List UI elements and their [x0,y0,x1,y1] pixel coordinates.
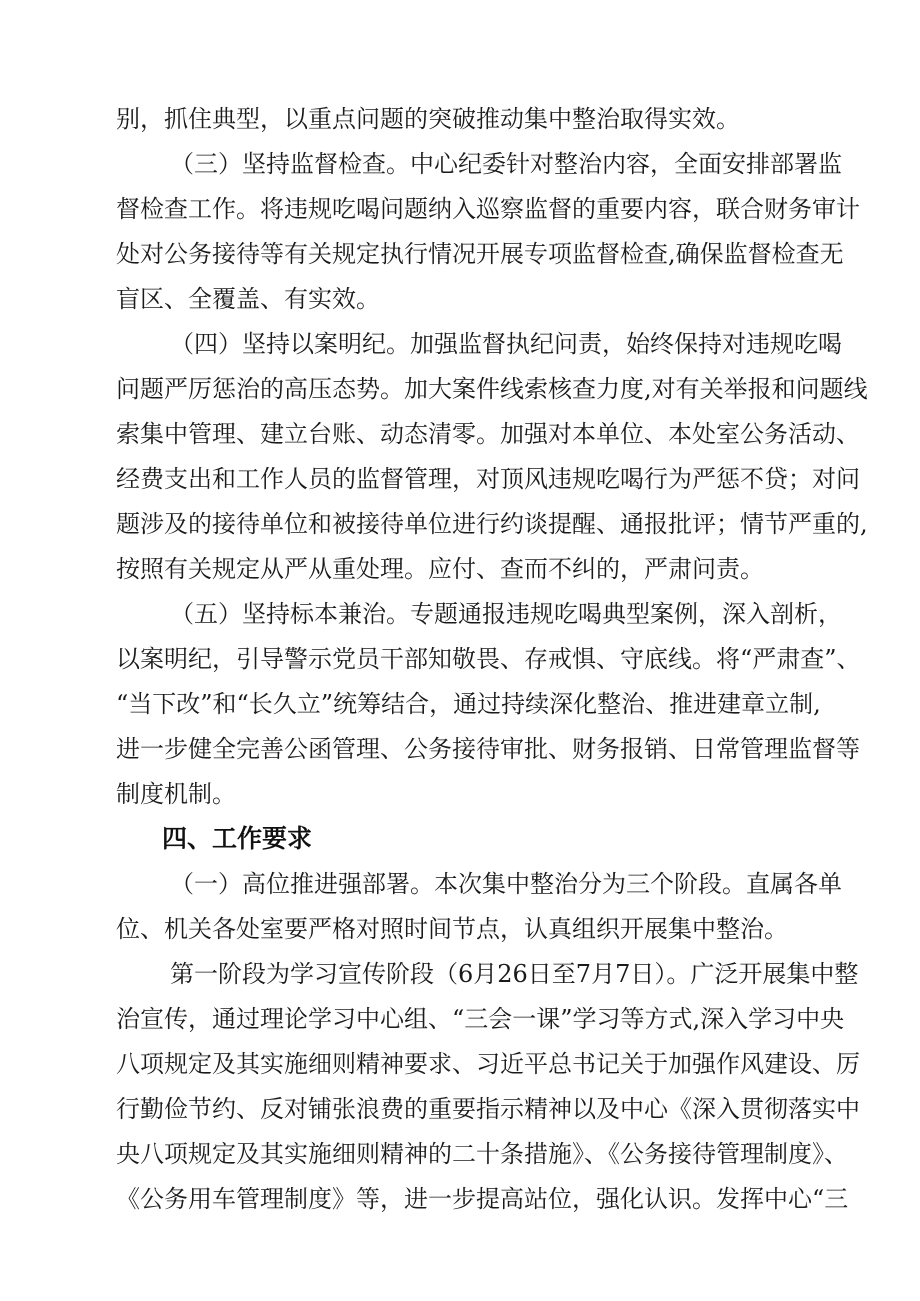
text-line: 题涉及的接待单位和被接待单位进行约谈提醒、通报批评；情节严重的, [116,510,868,538]
text-line: （五）坚持标本兼治。专题通报违规吃喝典型案例，深入剖析， [170,600,842,628]
text-line: 《公务用车管理制度》等，进一步提高站位，强化认识。发挥中心“三 [116,1185,849,1213]
text-line: 八项规定及其实施细则精神要求、习近平总书记关于加强作风建设、厉 [116,1050,860,1078]
text-line: 位、机关各处室要严格对照时间节点，认真组织开展集中整治。 [116,915,788,943]
text-line: 处对公务接待等有关规定执行情况开展专项监督检查,确保监督检查无 [116,240,844,268]
text-line: 盲区、全覆盖、有实效。 [116,285,380,313]
text-line: 别，抓住典型，以重点问题的突破推动集中整治取得实效。 [116,105,740,133]
text-line: 经费支出和工作人员的监督管理，对顶风违规吃喝行为严惩不贷；对问 [116,465,860,493]
text-line: 行勤俭节约、反对铺张浪费的重要指示精神以及中心《深入贯彻落实中 [116,1095,860,1123]
text-line: （四）坚持以案明纪。加强监督执纪问责，始终保持对违规吃喝 [170,330,842,358]
text-line: （一）高位推进强部署。本次集中整治分为三个阶段。直属各单 [170,870,842,898]
text-line: 督检查工作。将违规吃喝问题纳入巡察监督的重要内容，联合财务审计 [116,195,860,223]
text-line: 按照有关规定从严从重处理。应付、查而不纠的，严肃问责。 [116,555,764,583]
text-line: 进一步健全完善公函管理、公务接待审批、财务报销、日常管理监督等 [116,735,860,763]
text-line: 问题严厉惩治的高压态势。加大案件线索核查力度,对有关举报和问题线 [116,375,868,403]
text-line: 以案明纪，引导警示党员干部知敬畏、存戒惧、守底线。将“严肃查”、 [116,645,861,673]
text-line: 第一阶段为学习宣传阶段（6月26日至7月7日）。广泛开展集中整 [170,960,859,988]
text-line: “当下改”和“长久立”统筹结合，通过持续深化整治、推进建章立制, [116,690,821,718]
text-line: （三）坚持监督检查。中心纪委针对整治内容，全面安排部署监 [170,150,842,178]
text-line: 央八项规定及其实施细则精神的二十条措施》、《公务接待管理制度》、 [116,1140,848,1168]
text-line: 制度机制。 [116,780,236,808]
text-line: 治宣传，通过理论学习中心组、“三会一课”学习等方式,深入学习中央 [116,1005,845,1033]
section-heading: 四、工作要求 [162,824,313,853]
text-line: 索集中管理、建立台账、动态清零。加强对本单位、本处室公务活动、 [116,420,860,448]
